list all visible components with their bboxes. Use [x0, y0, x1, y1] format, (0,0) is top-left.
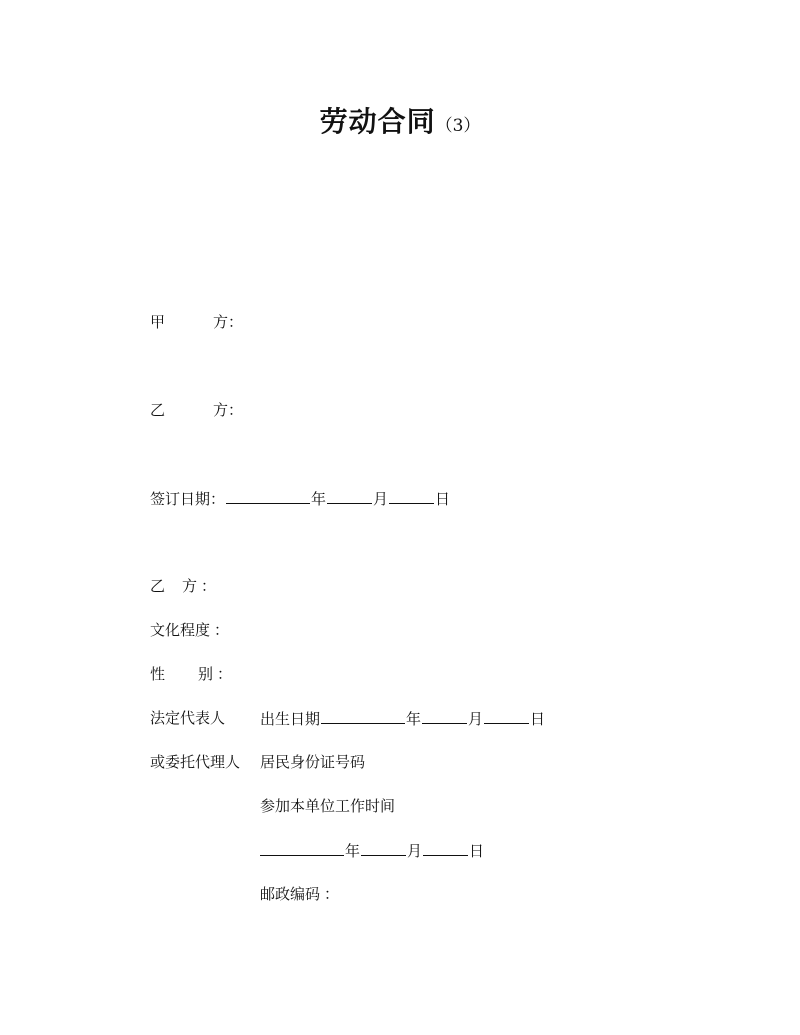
signing-day-label: 日 — [435, 490, 451, 508]
join-time-label: 参加本单位工作时间 — [260, 797, 396, 815]
birth-month-label: 月 — [468, 710, 484, 728]
birth-month-blank[interactable] — [422, 708, 467, 724]
birth-year-blank[interactable] — [321, 708, 405, 724]
birth-date-label: 出生日期 — [260, 710, 321, 728]
party-b-line — [150, 400, 243, 420]
join-year-label: 年 — [345, 842, 361, 860]
party-a-label-1: 甲 — [150, 313, 166, 331]
detail-party-b-2: 方 — [182, 577, 198, 595]
gender-label-2: 别 — [198, 665, 214, 683]
gender-line — [150, 664, 232, 684]
signing-month-blank[interactable] — [327, 488, 372, 504]
signing-date-line — [150, 488, 450, 509]
birth-day-blank[interactable] — [484, 708, 529, 724]
gender-label-1: 性 — [150, 665, 166, 683]
detail-party-b-colon: ： — [201, 577, 217, 595]
signing-day-blank[interactable] — [389, 488, 434, 504]
title-number: （3） — [435, 116, 481, 136]
education-colon: ： — [214, 621, 230, 639]
join-day-label: 日 — [469, 842, 485, 860]
signing-year-label: 年 — [311, 490, 327, 508]
detail-party-b-1: 乙 — [150, 577, 166, 595]
birth-date-line — [260, 708, 545, 729]
join-date-line — [260, 840, 484, 861]
postal-code-label: 邮政编码 — [260, 885, 321, 903]
birth-day-label: 日 — [530, 710, 546, 728]
education-line — [150, 620, 229, 640]
postal-code-colon: ： — [324, 885, 340, 903]
join-month-blank[interactable] — [361, 840, 406, 856]
education-label: 文化程度 — [150, 621, 211, 639]
party-a-line — [150, 312, 243, 332]
legal-rep-label: 法定代表人 — [150, 709, 226, 727]
postal-code-line — [260, 884, 339, 904]
title-main: 劳动合同 — [319, 105, 436, 138]
document-title — [0, 100, 800, 140]
signing-month-label: 月 — [373, 490, 389, 508]
join-day-blank[interactable] — [423, 840, 468, 856]
birth-year-label: 年 — [406, 710, 422, 728]
party-b-label-2: 方： — [213, 401, 244, 419]
join-month-label: 月 — [407, 842, 423, 860]
gender-colon: ： — [217, 665, 233, 683]
signing-year-blank[interactable] — [226, 488, 310, 504]
party-a-label-2: 方： — [213, 313, 244, 331]
join-year-blank[interactable] — [260, 840, 344, 856]
agent-label: 或委托代理人 — [150, 753, 241, 771]
detail-party-b-line — [150, 576, 216, 596]
id-number-label: 居民身份证号码 — [260, 753, 366, 771]
party-b-label-1: 乙 — [150, 401, 166, 419]
signing-date-label: 签订日期： — [150, 490, 226, 508]
